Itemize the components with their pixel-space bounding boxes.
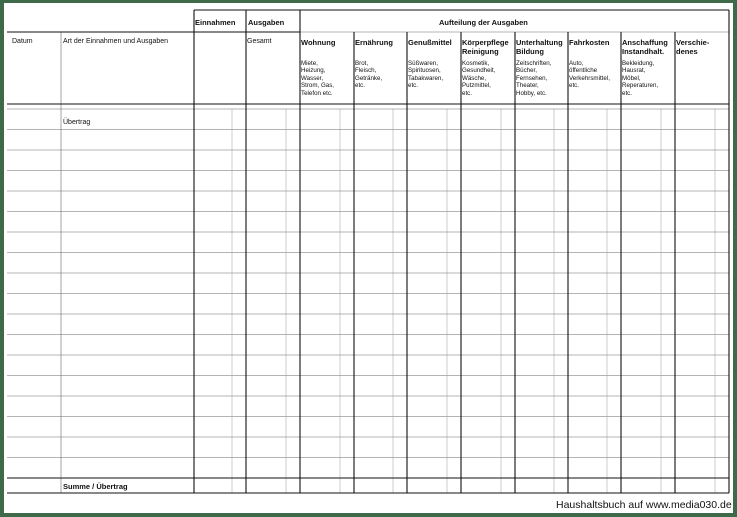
- header-datum: Datum: [12, 38, 33, 45]
- category-title-verschiedenes: Verschie- denes: [676, 38, 710, 56]
- category-desc-koerperpflege: Kosmetik, Gesundheit, Wäsche, Putzmittel, etc.: [462, 60, 496, 97]
- category-title-anschaffung: Anschaffung Instandhalt.: [622, 38, 668, 56]
- category-title-wohnung: Wohnung: [301, 38, 336, 47]
- header-einnahmen: Einnahmen: [195, 18, 236, 27]
- row-summe-label: Summe / Übertrag: [63, 482, 128, 491]
- category-title-ernaehrung: Ernährung: [355, 38, 393, 47]
- header-art: Art der Einnahmen und Ausgaben: [63, 38, 169, 45]
- category-desc-wohnung: Miete, Heizung, Wasser, Strom, Gas, Telefon etc.: [301, 60, 335, 97]
- category-desc-fahrkosten: Auto, öffentliche Verkehrsmittel, etc.: [569, 60, 610, 90]
- footer-credit: Haushaltsbuch auf www.media030.de: [556, 499, 732, 511]
- category-title-genussmittel: Genußmittel: [408, 38, 452, 47]
- category-desc-anschaffung: Bekleidung, Hausrat, Möbel, Reperaturen, etc.: [622, 60, 659, 97]
- header-gesamt: Gesamt: [247, 38, 272, 45]
- category-desc-genussmittel: Süßwaren, Spirituosen, Tabakwaren, etc.: [408, 60, 444, 90]
- category-desc-ernaehrung: Brot, Fleisch, Getränke, etc.: [355, 60, 383, 90]
- header-aufteilung: Aufteilung der Ausgaben: [439, 18, 528, 27]
- page: [4, 3, 733, 513]
- row-uebertrag-label: Übertrag: [63, 119, 91, 126]
- category-title-fahrkosten: Fahrkosten: [569, 38, 610, 47]
- header-ausgaben: Ausgaben: [248, 18, 285, 27]
- category-desc-unterhaltung: Zeitschriften, Bücher, Fernsehen, Theater, Hobby, etc.: [516, 60, 552, 97]
- category-title-koerperpflege: Körperpflege Reinigung: [462, 38, 509, 56]
- category-title-unterhaltung: Unterhaltung Bildung: [516, 38, 563, 56]
